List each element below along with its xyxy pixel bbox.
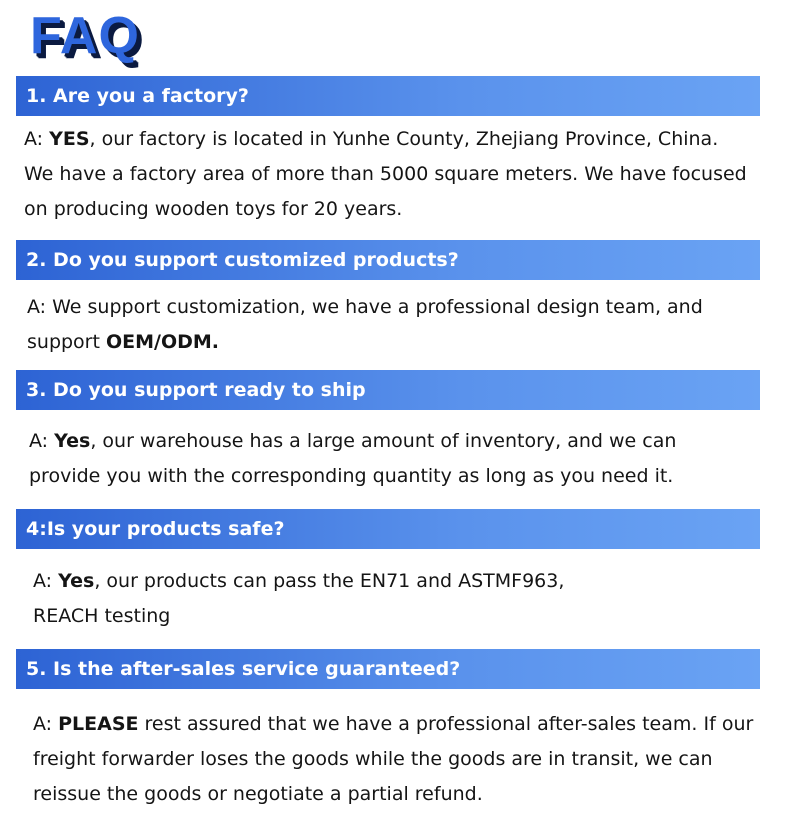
answer-prefix: A: [24,128,50,150]
answer-emphasis: PLEASE [58,713,139,735]
answer-emphasis: Yes [54,430,91,452]
answer-prefix: A: [29,430,55,452]
faq-answer-1 [24,122,749,227]
faq-question-2 [16,240,760,280]
faq-answer-5 [33,707,758,812]
answer-emphasis: Yes [58,570,95,592]
answer-text: , our factory is located in Yunhe County, Zhejiang Province, China. We have a factory area of more than 5000 square meters. We have focused on producing wooden toys for 20 years. [24,128,747,220]
question-text: 2. Do you support customized products? [26,249,459,271]
answer-emphasis: YES [49,128,90,150]
faq-question-5 [16,649,760,689]
faq-question-1 [16,76,760,116]
answer-text: A: We support customization, we have a professional design team, and support [27,296,703,353]
question-text: 1. Are you a factory? [26,85,249,107]
answer-text: , our products can pass the EN71 and ASTMF963, REACH testing [33,570,565,627]
faq-question-3 [16,370,760,410]
answer-prefix: A: [33,570,59,592]
question-text: 5. Is the after-sales service guaranteed? [26,658,461,680]
answer-text: , our warehouse has a large amount of inventory, and we can provide you with the corresponding quantity as long as you need it. [29,430,677,487]
faq-answer-3 [29,424,749,494]
faq-answer-2 [27,290,717,360]
question-text: 3. Do you support ready to ship [26,379,366,401]
answer-prefix: A: [33,713,59,735]
faq-answer-4 [33,564,603,634]
question-text: 4:Is your products safe? [26,518,285,540]
faq-logo: FAQ [30,7,140,65]
faq-question-4 [16,509,760,549]
answer-text: rest assured that we have a professional after-sales team. If our freight forwarder loses the goods while the goods are in transit, we can reissue the goods or negotiate a partial refund. [33,713,754,805]
answer-emphasis: OEM/ODM. [106,331,220,353]
